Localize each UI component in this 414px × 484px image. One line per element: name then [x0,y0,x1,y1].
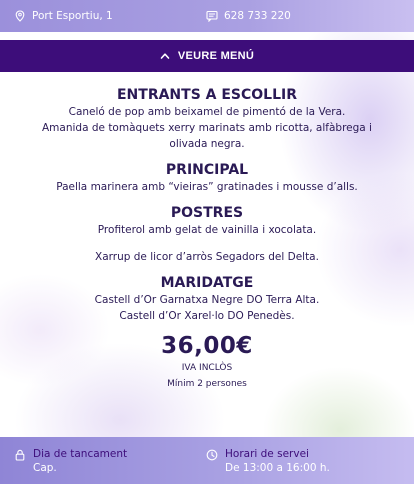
section-title-main: PRINCIPAL [165,162,249,178]
menu-item: Castell d’Or Xarel·lo DO Penedès. [119,310,295,322]
section-title-starters: ENTRANTS A ESCOLLIR [116,87,298,103]
chevron-up-icon [160,51,170,61]
info-bar [0,437,414,484]
closing-day-info [14,447,127,475]
menu-content [0,86,414,391]
tax-note: IVA INCLÒS [181,363,233,373]
address-text: Port Esportiu, 1 [32,10,113,22]
contact-bar [0,0,414,32]
menu-item: Caneló de pop amb beixamel de pimentó de la Vera. [68,106,346,118]
chat-phone-icon [206,10,218,22]
section-title-pairing: MARIDATGE [160,275,254,291]
lock-icon [14,449,26,461]
minimum-persons: Mínim 2 persones [167,379,247,389]
menu-item: Xarrup de licor d’arròs Segadors del Delta. [95,251,319,263]
section-title-desserts: POSTRES [170,205,244,221]
map-pin-icon [14,10,26,22]
menu-item: Castell d’Or Garnatxa Negre DO Terra Alta. [94,294,320,306]
closing-day-label: Dia de tancament [33,448,128,460]
clock-icon [206,449,218,461]
menu-item: Amanida de tomàquets xerry marinats amb ricotta, alfàbrega i olivada negra. [42,122,372,150]
menu-item: Paella marinera amb “vieiras” gratinades i mousse d’alls. [56,181,358,193]
service-hours-label: Horari de servei [225,448,309,460]
closing-day-value: Cap. [33,462,57,474]
address-link[interactable] [14,0,113,32]
phone-link[interactable] [206,0,291,32]
menu-item: Profiterol amb gelat de vainilla i xocolata. [97,224,317,236]
phone-text: 628 733 220 [224,10,291,22]
menu-toggle-label: VEURE MENÚ [177,50,255,62]
menu-toggle-button[interactable] [0,40,414,72]
service-hours-value: De 13:00 a 16:00 h. [225,462,330,474]
menu-price: 36,00€ [161,333,253,359]
service-hours-info [206,447,330,475]
